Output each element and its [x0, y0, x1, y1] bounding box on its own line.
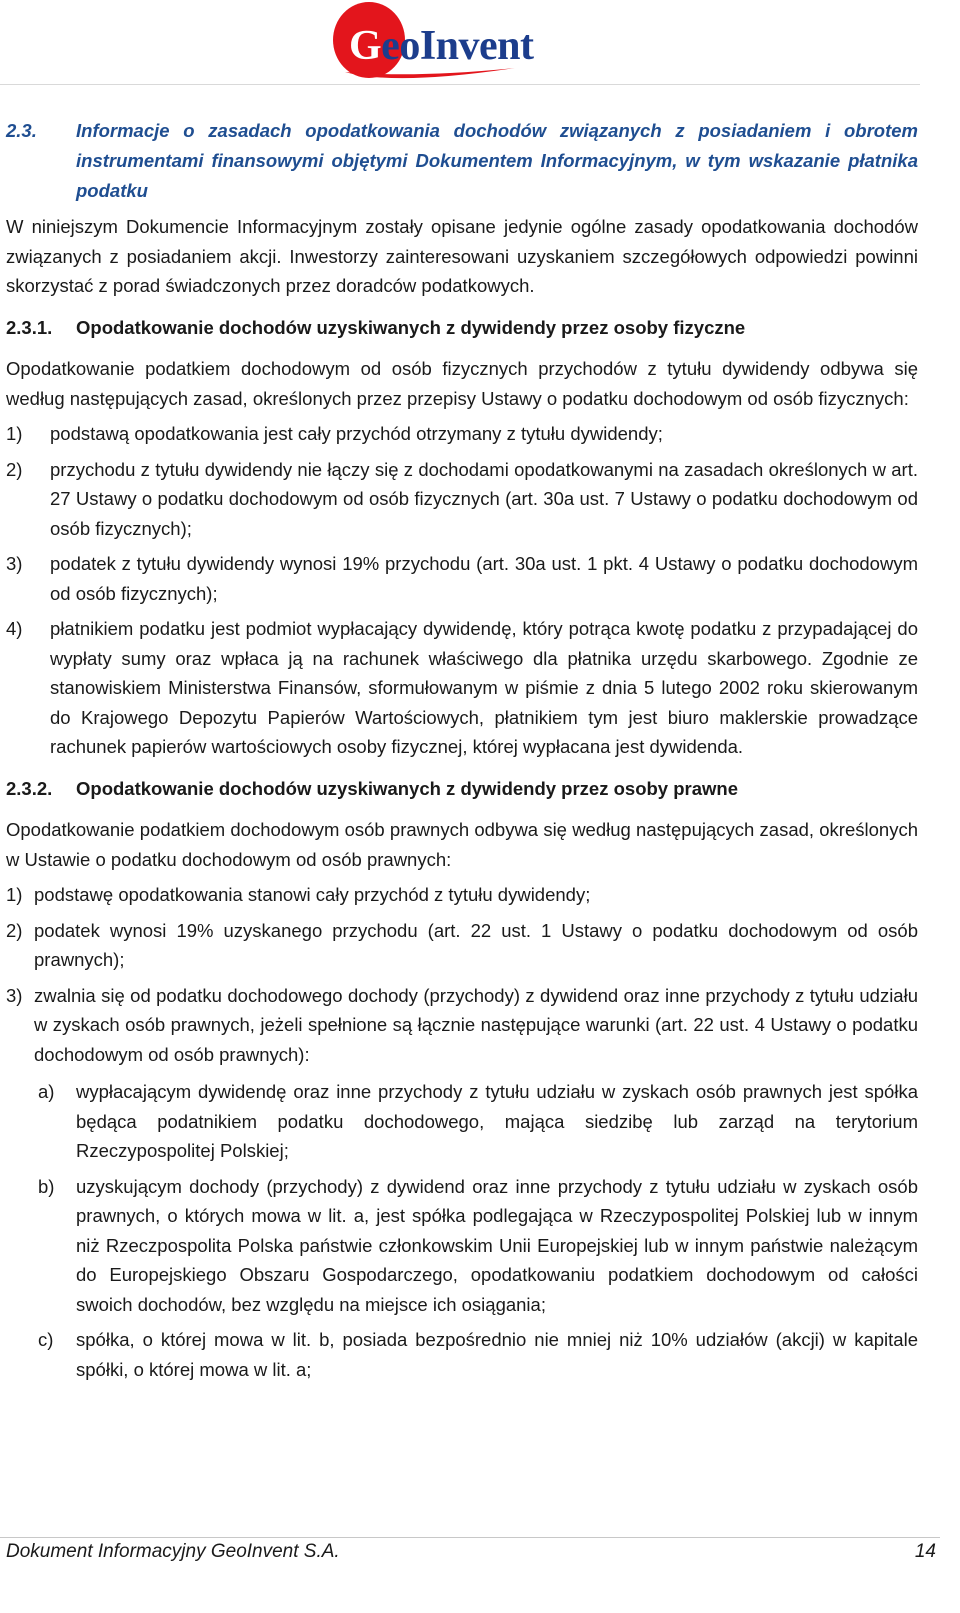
list-item-number: 3)	[6, 984, 23, 1006]
subsection-1-list	[6, 419, 918, 762]
geoinvent-logo	[325, 0, 595, 80]
list-item-number: 1)	[6, 423, 23, 444]
logo-wordmark	[349, 22, 534, 70]
list-item-text: płatnikiem podatku jest podmiot wypłacający dywidendę, który potrąca kwotę podatku z przypadającej do wypłaty sumy oraz wpłaca ją na rachunek właściwego dla płatnika urzędu skarbowego. Zgodnie ze stanowiskiem Ministerstwa Finansów, sformułowanym w piśmie z dnia 5 lutego 2002 roku skierowanym do Krajowego Depozytu Papierów Wartościowych, płatnikiem tym jest biuro maklerskie prowadzące rachunek papierów wartościowych osoby fizycznej, której wypłacana jest dywidenda.	[50, 618, 918, 757]
subsection-2-sublist	[38, 1077, 918, 1384]
list-item	[6, 614, 918, 762]
list-item-number: 3)	[6, 553, 23, 574]
page-header	[0, 0, 960, 84]
sublist-item-letter: a)	[38, 1081, 55, 1102]
subsection-2-number: 2.3.2.	[6, 777, 53, 799]
list-item-text: zwalnia się od podatku dochodowego dochody (przychody) z dywidend oraz inne przychody z tytułu udziału w zyskach osób prawnych, jeżeli spełnione są łącznie następujące warunki (art. 22 ust. 4 Ustawy o podatku dochodowym od osób prawnych):	[34, 984, 918, 1065]
subsection-2-heading	[6, 774, 918, 804]
list-item-text: podatek z tytułu dywidendy wynosi 19% przychodu (art. 30a ust. 1 pkt. 4 Ustawy o podatku dochodowym od osób fizycznych);	[50, 553, 918, 604]
footer-document-title: Dokument Informacyjny GeoInvent S.A.	[6, 1541, 340, 1562]
subsection-2-intro: Opodatkowanie podatkiem dochodowym osób prawnych odbywa się według następujących zasad, określonych w Ustawie o podatku dochodowym od osób prawnych:	[6, 819, 918, 870]
subsection-1-number: 2.3.1.	[6, 316, 53, 338]
list-item	[6, 455, 918, 544]
list-item-number: 2)	[6, 919, 23, 941]
subsection-1-title: Opodatkowanie dochodów uzyskiwanych z dywidendy przez osoby fizyczne	[76, 316, 746, 338]
section-number: 2.3.	[6, 120, 37, 141]
subsection-1-heading	[6, 313, 918, 343]
subsection-1-intro: Opodatkowanie podatkiem dochodowym od osób fizycznych przychodów z tytułu dywidendy odbywa się według następujących zasad, określonych przez przepisy Ustawy o podatku dochodowym od osób fizycznych:	[6, 358, 918, 409]
page-number: 14	[914, 1541, 936, 1562]
section-intro: W niniejszym Dokumencie Informacyjnym zostały opisane jedynie ogólne zasady opodatkowania dochodów związanych z posiadaniem akcji. Inwestorzy zainteresowani uzyskaniem szczegółowych odpowiedzi powinni skorzystać z porad świadczonych przez doradców podatkowych.	[6, 216, 918, 296]
document-content	[6, 116, 918, 1390]
sublist-item-letter: c)	[38, 1329, 54, 1350]
sublist-item-text: wypłacającym dywidendę oraz inne przychody z tytułu udziału w zyskach osób prawnych jest spółka będąca podatnikiem podatku dochodowego, mająca siedzibę lub zarząd na terytorium Rzeczypospolitej Polskiej;	[76, 1081, 918, 1161]
section-title: Informacje o zasadach opodatkowania dochodów związanych z posiadaniem i obrotem instrumentami finansowymi objętymi Dokumentem Informacyjnym, w tym wskazanie płatnika podatku	[76, 120, 918, 201]
header-divider	[0, 84, 920, 85]
list-item-number: 4)	[6, 618, 23, 639]
list-item-number: 2)	[6, 458, 23, 480]
sublist-item-text: uzyskującym dochody (przychody) z dywidend oraz inne przychody z tytułu udziału w zyskach osób prawnych, o których mowa w lit. a, jest spółka podlegająca w Rzeczypospolitej Polskiej lub w innym niż Rzeczpospolita Polska państwie członkowskim Unii Europejskiej lub w innym państwie należącym do Europejskiego Obszaru Gospodarczego, opodatkowaniu podatkiem dochodowym od całości swoich dochodów, bez względu na miejsce ich osiągania;	[76, 1175, 918, 1315]
list-item-text: przychodu z tytułu dywidendy nie łączy się z dochodami opodatkowanymi na zasadach określonych w art. 27 Ustawy o podatku dochodowym od osób fizycznych (art. 30a ust. 7 Ustawy o podatku dochodowym od osób fizycznych);	[50, 458, 918, 539]
list-item-text: podstawę opodatkowania stanowi cały przychód z tytułu dywidendy;	[34, 884, 591, 905]
list-item-text: podatek wynosi 19% uzyskanego przychodu (art. 22 ust. 1 Ustawy o podatku dochodowym od osób prawnych);	[34, 919, 918, 970]
list-item	[6, 916, 918, 975]
logo-letter-g: G	[349, 23, 382, 69]
list-item-number: 1)	[6, 884, 23, 905]
list-item	[6, 419, 918, 449]
list-item-text: podstawą opodatkowania jest cały przychód otrzymany z tytułu dywidendy;	[50, 423, 663, 444]
sublist-item	[38, 1325, 918, 1384]
sublist-item	[38, 1172, 918, 1320]
list-item	[6, 981, 918, 1070]
list-item	[6, 549, 918, 608]
list-item	[6, 880, 918, 910]
sublist-item-text: spółka, o której mowa w lit. b, posiada bezpośrednio nie mniej niż 10% udziałów (akcji) w kapitale spółki, o której mowa w lit. a;	[76, 1329, 918, 1380]
sublist-item-letter: b)	[38, 1175, 55, 1197]
logo-letters-rest: eoInvent	[381, 23, 534, 69]
subsection-2-list	[6, 880, 918, 1069]
subsection-2-title: Opodatkowanie dochodów uzyskiwanych z dywidendy przez osoby prawne	[76, 777, 738, 799]
section-heading	[6, 116, 918, 206]
sublist-item	[38, 1077, 918, 1166]
footer-divider	[0, 1537, 940, 1538]
